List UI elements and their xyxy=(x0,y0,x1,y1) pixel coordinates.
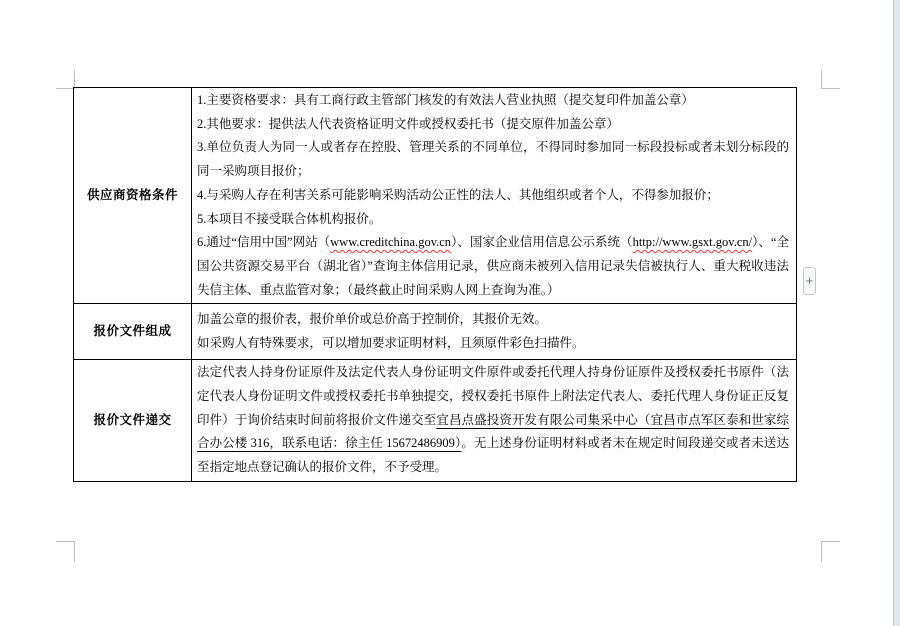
table-row-quotation-submission xyxy=(74,360,797,482)
cell-supplier-qualification xyxy=(192,88,797,304)
qualification-item-6 xyxy=(197,231,789,302)
row-header-quotation-submission: 报价文件递交 xyxy=(74,360,192,482)
submission-paragraph xyxy=(197,361,789,480)
cell-quotation-composition xyxy=(192,304,797,360)
qualification-item-2: 2.其他要求：提供法人代表资格证明文件或授权委托书（提交原件加盖公章） xyxy=(197,116,619,131)
text-segment: ）、国家企业信用信息公示系统（ xyxy=(451,235,633,250)
page-margin-mark-bottom-right xyxy=(821,541,840,562)
table-row-supplier-qualification xyxy=(74,88,797,304)
composition-line-1: 加盖公章的报价表，报价单价或总价高于控制价，其报价无效。 xyxy=(197,312,548,327)
composition-line-2: 如采购人有特殊要求，可以增加要求证明材料，且须原件彩色扫描件。 xyxy=(197,335,585,350)
row-header-supplier-qualification: 供应商资格条件 xyxy=(74,88,192,304)
window-edge-strip xyxy=(893,0,900,626)
text-segment: ）、“全国公共资源交易平台（湖北省）”查询主体信用记录，供应商未被列入信用记录失信被执行人、重大税收违法失信主体、重点监管对象；（最终截止时间采购人网上查询为准。） xyxy=(197,235,789,297)
qualification-item-4: 4.与采购人存在利害关系可能影响采购活动公正性的法人、其他组织或者个人，不得参加报价； xyxy=(197,187,719,202)
creditchina-url: www.creditchina.gov.cn xyxy=(330,235,452,250)
cell-quotation-submission xyxy=(192,360,797,482)
page-margin-mark-top-left xyxy=(56,69,75,89)
table-row-quotation-composition xyxy=(74,304,797,360)
procurement-conditions-table xyxy=(73,87,797,482)
qualification-item-3: 3.单位负责人为同一人或者存在控股、管理关系的不同单位，不得同时参加同一标段投标或者未划分标段的同一采购项目报价； xyxy=(197,140,789,179)
page-margin-mark-top-right xyxy=(821,69,840,89)
text-segment: 法定代表人持身份证原件及法定代表人身份证明文件原件或委托代理人持身份证原件及授权委托书原件（法定代表人身份证明文件或授权委托书单独提交，授权委托书原件上附法定代表人、委托代理人身份证正反复印件）于询价结束时间前将报价文件递交至 xyxy=(197,365,789,427)
delivery-address-underlined: 宜昌点盛投资开发有限公司集采中心（宜昌市点军区泰和世家综合办公楼 316，联系电话：徐主任 15672486909） xyxy=(197,412,789,451)
qualification-item-5: 5.本项目不接受联合体机构报价。 xyxy=(197,211,382,226)
text-segment: 。无上述身份证明材料或者未在规定时间段递交或者未送达至指定地点登记确认的报价文件，不予受理。 xyxy=(197,436,789,475)
table-add-button[interactable]: + xyxy=(803,267,816,295)
page-margin-mark-bottom-left xyxy=(56,541,75,562)
row-header-quotation-composition: 报价文件组成 xyxy=(74,304,192,360)
gsxt-url: http://www.gsxt.gov.cn/ xyxy=(632,235,753,250)
text-segment: 6.通过“信用中国”网站（ xyxy=(197,235,331,250)
qualification-item-1: 1.主要资格要求：具有工商行政主管部门核发的有效法人营业执照（提交复印件加盖公章） xyxy=(197,93,694,107)
